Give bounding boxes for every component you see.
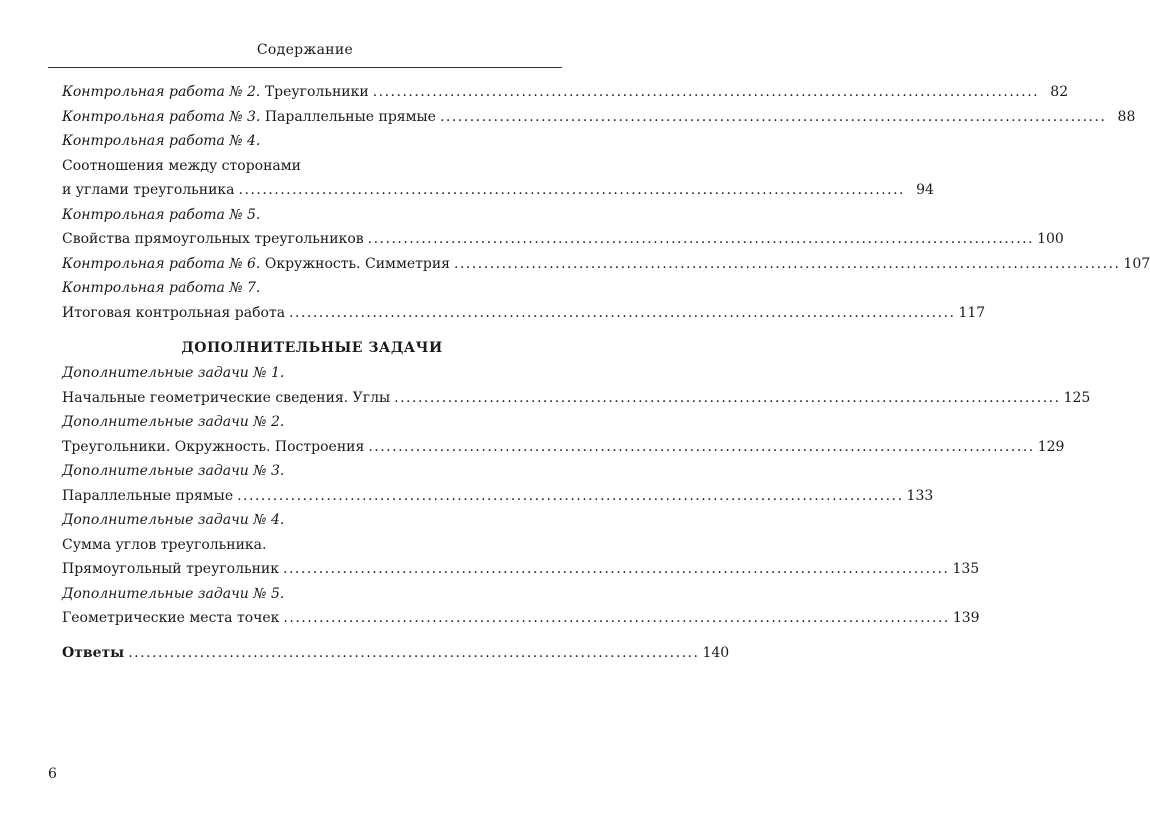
toc-entry[interactable]: [62, 386, 1091, 411]
toc-entry-page: 139: [952, 610, 980, 626]
toc-entry-heading: [62, 203, 562, 228]
toc-leader-dots: ................................................................................................: [128, 644, 700, 661]
toc-work-label: Контрольная работа № 7.: [62, 280, 261, 296]
toc-entry-page: 107: [1123, 255, 1150, 272]
toc-entry-page: 133: [906, 487, 934, 504]
toc-work-label: Дополнительные задачи № 1.: [62, 365, 285, 381]
toc-entry-text: и углами треугольника: [62, 182, 235, 198]
table-of-contents: [62, 80, 1150, 665]
toc-entry[interactable]: [62, 80, 1069, 105]
toc-entry-page: 129: [1037, 438, 1065, 455]
toc-entry-text: Параллельные прямые: [260, 108, 436, 125]
toc-leader-dots: ................................................................................................................: [368, 438, 1035, 455]
toc-entry-text: Соотношения между сторонами: [62, 157, 301, 174]
toc-entry-page: 135: [952, 561, 980, 577]
toc-part-2: [62, 361, 1091, 631]
toc-entry-text: Треугольники. Окружность. Построения: [62, 438, 365, 455]
toc-entry-text: Окружность. Симметрия: [260, 255, 450, 272]
spacer: [62, 631, 562, 641]
toc-entry[interactable]: [62, 301, 986, 326]
toc-work-label: Дополнительные задачи № 4.: [62, 512, 285, 528]
toc-part-1: [62, 80, 1150, 325]
toc-entry[interactable]: [62, 606, 980, 631]
toc-entry[interactable]: [62, 178, 934, 203]
running-header: Содержание: [256, 42, 354, 58]
toc-entry-heading: [62, 276, 562, 301]
toc-entry-heading: [62, 129, 562, 154]
toc-leader-dots: ................................................................................................................: [394, 389, 1061, 406]
toc-entry[interactable]: [62, 435, 1065, 460]
toc-work-label: Дополнительные задачи № 3.: [62, 463, 285, 479]
toc-work-label: Контрольная работа № 6.: [62, 255, 261, 272]
page-number: 6: [48, 766, 57, 782]
toc-leader-dots: ................................................................................................................: [439, 108, 1107, 125]
toc-entry-heading: [62, 582, 562, 607]
toc-entry-text: Сумма углов треугольника.: [62, 536, 267, 553]
toc-leader-dots: ................................................................................................................: [283, 561, 950, 577]
toc-entry-heading: [62, 154, 562, 179]
toc-work-label: Дополнительные задачи № 5.: [62, 585, 285, 602]
toc-entry-page: 94: [916, 182, 934, 198]
section-title: ДОПОЛНИТЕЛЬНЫЕ ЗАДАЧИ: [181, 340, 443, 356]
toc-entry-text: Параллельные прямые: [62, 487, 234, 504]
toc-leader-dots: ................................................................................................................: [367, 231, 1035, 247]
toc-entry[interactable]: [62, 484, 934, 509]
toc-entry-heading: [62, 410, 562, 435]
toc-entry-text: Прямоугольный треугольник: [62, 561, 280, 577]
toc-entry-text: Итоговая контрольная работа: [62, 304, 286, 321]
toc-entry-page: 100: [1037, 231, 1064, 247]
toc-entry[interactable]: [62, 105, 1136, 130]
toc-leader-dots: ................................................................................................................: [238, 182, 905, 198]
toc-entry-text: Ответы: [62, 644, 125, 661]
toc-leader-dots: ................................................................................................................: [372, 84, 1040, 100]
toc-entry-page: 117: [958, 304, 986, 321]
toc-entry-text: Геометрические места точек: [62, 610, 280, 626]
header-rule: [48, 67, 562, 68]
toc-entry-answers[interactable]: [62, 641, 730, 666]
toc-entry-heading: [62, 361, 562, 386]
toc-work-label: Дополнительные задачи № 2.: [62, 414, 285, 430]
toc-entry[interactable]: [62, 227, 1064, 252]
toc-entry-text: Свойства прямоугольных треугольников: [62, 231, 364, 247]
toc-entry-page: 88: [1117, 108, 1136, 125]
toc-entry-heading: [62, 533, 562, 558]
toc-entry-page: 82: [1050, 84, 1069, 100]
toc-entry-heading: [62, 459, 562, 484]
toc-entry-text: Треугольники: [260, 84, 369, 100]
toc-entry[interactable]: [62, 252, 1150, 277]
toc-work-label: Контрольная работа № 3.: [62, 108, 261, 125]
toc-work-label: Контрольная работа № 2.: [62, 84, 261, 100]
toc-leader-dots: ................................................................................................................: [289, 304, 956, 321]
toc-entry-heading: [62, 508, 562, 533]
toc-work-label: Контрольная работа № 5.: [62, 206, 261, 223]
toc-entry-page: 125: [1063, 389, 1091, 406]
toc-entry-text: Начальные геометрические сведения. Углы: [62, 389, 391, 406]
toc-leader-dots: ................................................................................................................: [237, 487, 904, 504]
toc-leader-dots: ................................................................................................................: [283, 610, 950, 626]
toc-entry[interactable]: [62, 557, 980, 582]
toc-work-label: Контрольная работа № 4.: [62, 133, 261, 149]
toc-leader-dots: ................................................................................................................: [454, 255, 1121, 272]
toc-entry-page: 140: [702, 644, 730, 661]
